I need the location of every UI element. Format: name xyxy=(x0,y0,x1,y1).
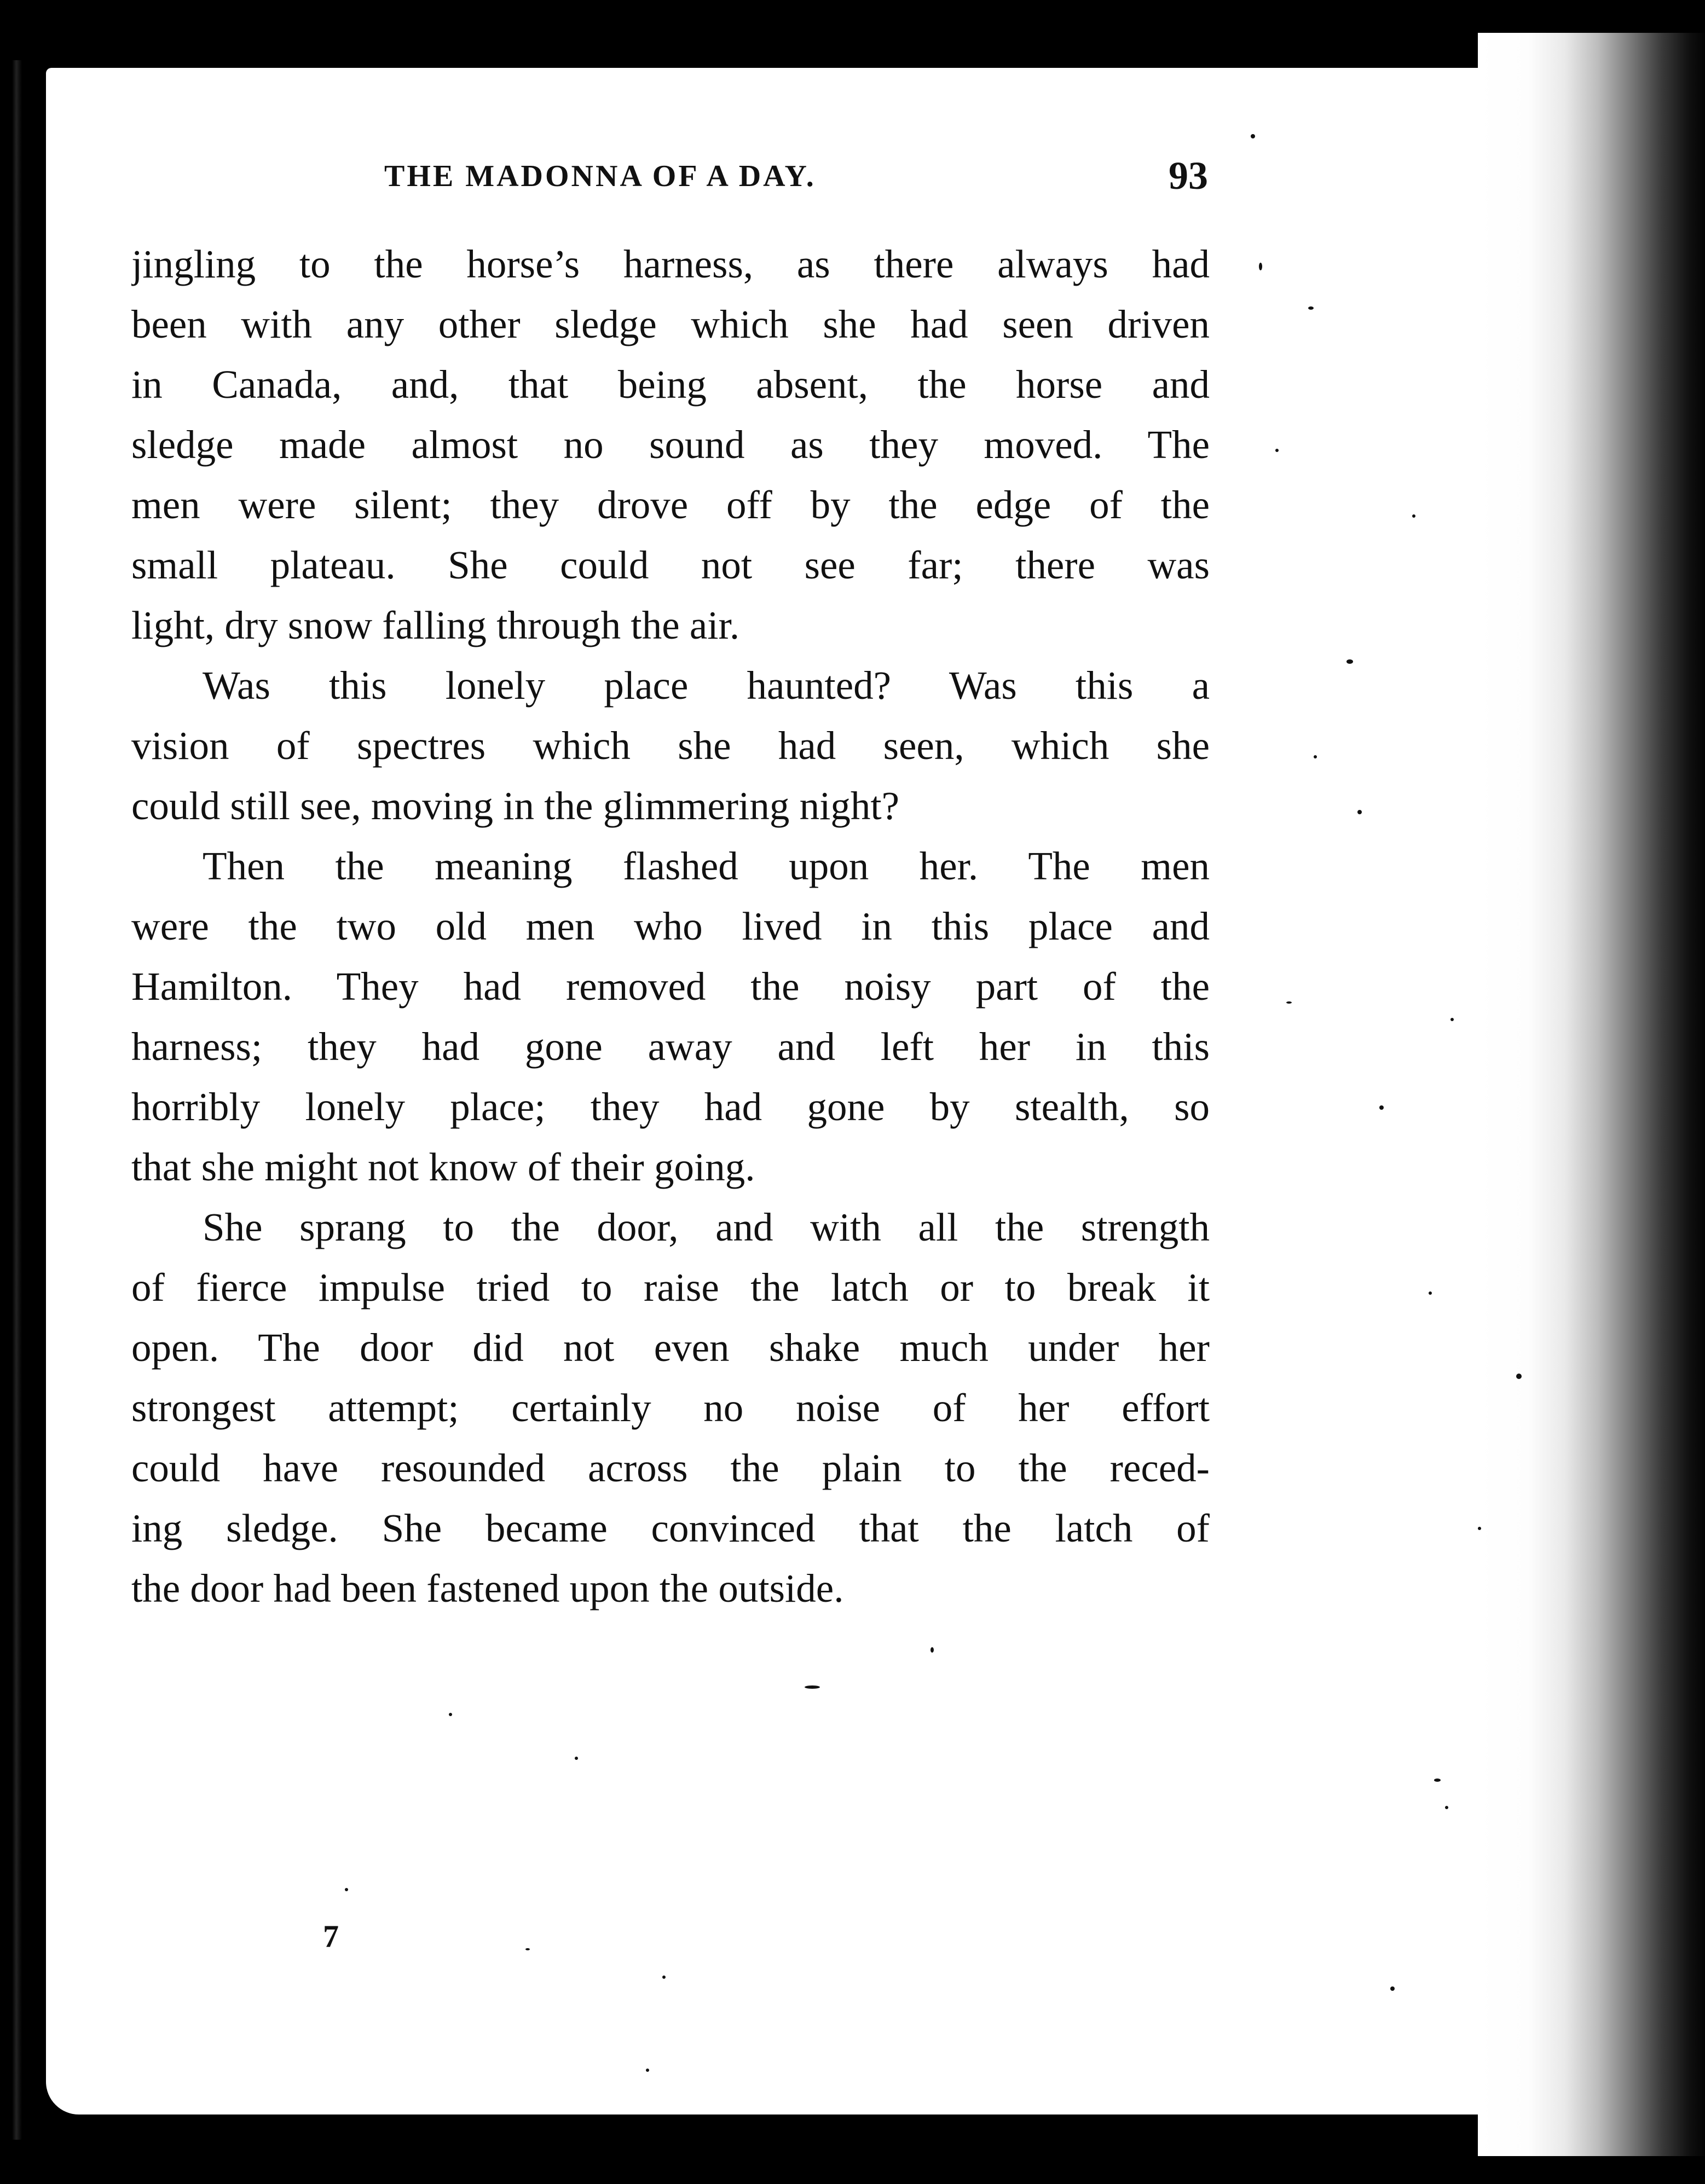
text-line: strongest attempt; certainly no noise of her effort xyxy=(131,1386,1210,1430)
page-number: 93 xyxy=(1169,154,1208,198)
text-line: sledge made almost no sound as they moved. The xyxy=(131,422,1210,467)
text-line: small plateau. She could not see far; there was xyxy=(131,543,1210,587)
paragraph xyxy=(131,656,1210,836)
text-line: jingling to the horse’s harness, as there always had xyxy=(131,242,1210,286)
text-line: She sprang to the door, and with all the strength xyxy=(203,1205,1210,1249)
text-line: vision of spectres which she had seen, which she xyxy=(131,723,1210,768)
text-line: of fierce impulse tried to raise the latch or to break it xyxy=(131,1265,1210,1310)
text-line: open. The door did not even shake much under her xyxy=(131,1325,1210,1370)
text-line: that she might not know of their going. xyxy=(131,1145,755,1189)
text-line: the door had been fastened upon the outside. xyxy=(131,1566,844,1611)
text-line: Then the meaning flashed upon her. The men xyxy=(203,844,1210,888)
text-line: harness; they had gone away and left her in this xyxy=(131,1024,1210,1069)
text-line: ing sledge. She became convinced that the latch of xyxy=(131,1506,1210,1550)
text-line: light, dry snow falling through the air. xyxy=(131,603,740,647)
text-line: Was this lonely place haunted? Was this a xyxy=(203,663,1210,708)
text-line: horribly lonely place; they had gone by stealth, so xyxy=(131,1085,1210,1129)
text-line: in Canada, and, that being absent, the horse and xyxy=(131,362,1210,407)
running-title: THE MADONNA OF A DAY. xyxy=(384,159,816,193)
page-fore-edge xyxy=(1478,33,1705,2156)
body-text xyxy=(131,234,1210,1619)
text-line: could have resounded across the plain to the reced- xyxy=(131,1446,1210,1490)
spine-shadow xyxy=(0,60,22,2140)
paragraph xyxy=(131,234,1210,656)
text-line: were the two old men who lived in this place and xyxy=(131,904,1210,948)
text-line: could still see, moving in the glimmering night? xyxy=(131,784,900,828)
text-line: Hamilton. They had removed the noisy part of the xyxy=(131,964,1210,1009)
text-line: men were silent; they drove off by the edge of the xyxy=(131,483,1210,527)
running-head xyxy=(132,152,1208,212)
paragraph xyxy=(131,836,1210,1197)
signature-mark: 7 xyxy=(323,1919,339,1954)
paragraph xyxy=(131,1197,1210,1619)
text-line: been with any other sledge which she had seen driven xyxy=(131,302,1210,346)
